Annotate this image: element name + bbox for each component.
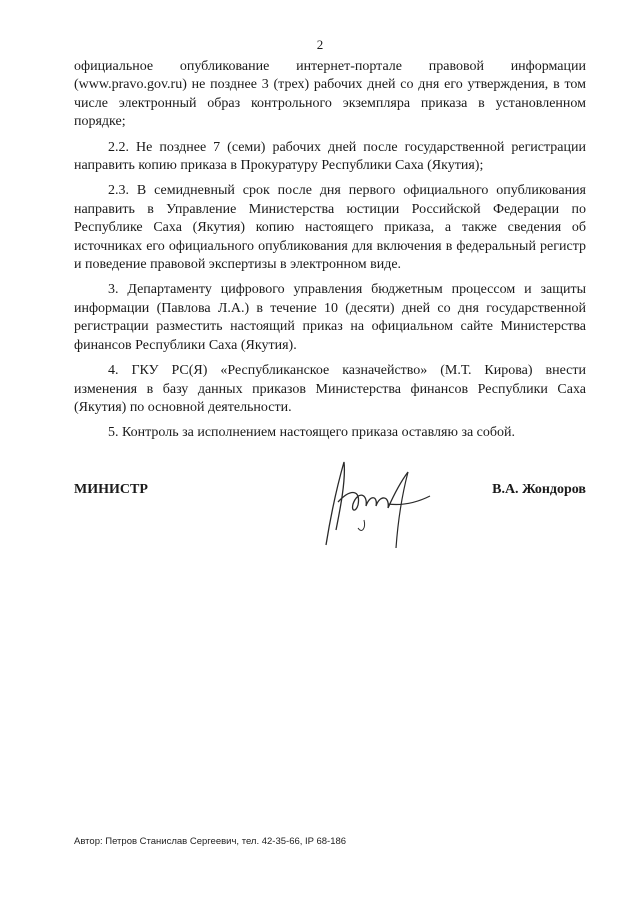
paragraph-4: 4. ГКУ РС(Я) «Республиканское казначейство» (М.Т. Кирова) внести изменения в базу данных приказов Министерства финансов Республики Саха (Якутия) по основной деятельности. bbox=[74, 363, 586, 415]
signatory-title: МИНИСТР bbox=[74, 482, 148, 497]
handwritten-signature bbox=[306, 450, 436, 560]
paragraph-3: 3. Департаменту цифрового управления бюджетным процессом и защиты информации (Павлова Л.А.) в течение 10 (десяти) дней со дня государственной регистрации разместить настоящий приказ на официальном сайте Министерства финансов Республики Саха (Якутия). bbox=[74, 282, 586, 353]
paragraph-2-3: 2.3. В семидневный срок после дня первого официального опубликования направить в Управление Министерства юстиции Российской Федерации по Республике Саха (Якутия) копию настоящего приказа, а также сведения об источниках его официального опубликования для включения в федеральный регистр и поведение правовой экспертизы в электронном виде. bbox=[74, 183, 586, 273]
signature-block bbox=[74, 470, 586, 550]
signatory-name: В.А. Жондоров bbox=[492, 482, 586, 497]
paragraph-5: 5. Контроль за исполнением настоящего приказа оставляю за собой. bbox=[108, 425, 516, 441]
paragraph-2-2: 2.2. Не позднее 7 (семи) рабочих дней после государственной регистрации направить копию приказа в Прокуратуру Республики Саха (Якутия); bbox=[74, 139, 586, 174]
document-body bbox=[74, 58, 586, 450]
author-footer: Автор: Петров Станислав Сергеевич, тел. 42-35-66, IP 68-186 bbox=[74, 836, 347, 847]
page-number: 2 bbox=[316, 37, 324, 52]
paragraph-continuation: официальное опубликование интернет-портале правовой информации (www.pravo.gov.ru) не позднее 3 (трех) рабочих дней со дня его утверждения, в том числе электронный образ контрольного экземпляра приказа в установленном порядке; bbox=[74, 59, 586, 130]
